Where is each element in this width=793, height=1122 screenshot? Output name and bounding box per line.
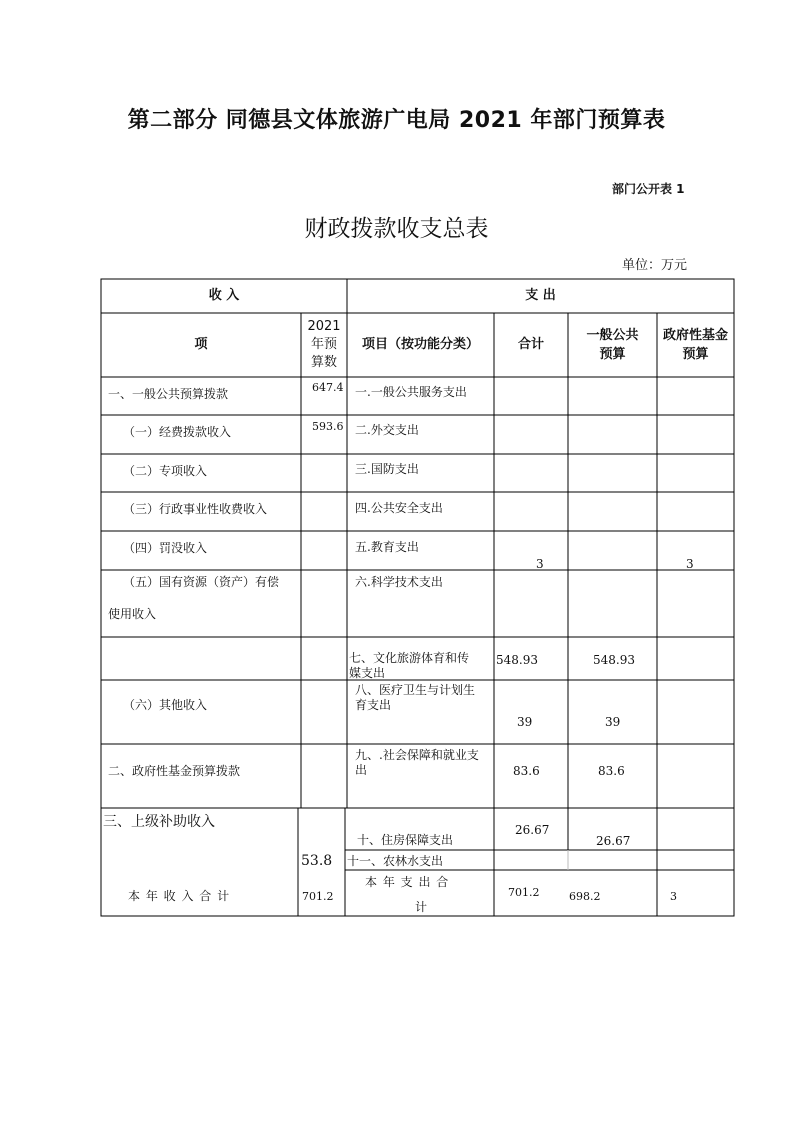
col-header-budget: 2021 年预 算数: [307, 319, 341, 370]
income-row-special: （二）专项收入: [123, 464, 208, 478]
col-header-total: 合计: [517, 337, 544, 352]
expense-value-housing-total: 26.67: [515, 823, 550, 837]
expense-row-education: 五.教育支出: [355, 540, 419, 554]
expense-row-social-security-cont: 出: [355, 763, 368, 777]
expense-value-housing-general: 26.67: [596, 834, 631, 848]
income-row-fines: （四）罚没收入: [123, 541, 208, 555]
expense-total-value: 701.2: [508, 886, 540, 899]
expense-value-social-general: 83.6: [598, 764, 625, 778]
expense-row-culture: 七、文化旅游体育和传: [349, 651, 470, 665]
expense-row-public-service: 一.一般公共服务支出: [355, 385, 467, 399]
expense-value-education-total: 3: [536, 557, 544, 571]
expense-row-housing: 十、住房保障支出: [357, 833, 454, 847]
unit-label: 单位：万元: [622, 258, 688, 273]
expense-value-health-total: 39: [517, 715, 533, 729]
expense-row-culture-cont: 媒支出: [349, 666, 386, 680]
col-header-general: 一般公共 预算: [586, 328, 639, 362]
expense-value-health-general: 39: [605, 715, 621, 729]
col-header-category: 项目（按功能分类）: [361, 337, 479, 352]
expense-row-social-security: 九、.社会保障和就业支: [355, 748, 479, 762]
expense-row-health-cont: 育支出: [355, 698, 392, 712]
income-value-funding: 593.6: [312, 420, 344, 433]
expense-row-foreign-affairs: 二.外交支出: [355, 423, 419, 437]
expense-header: 支 出: [525, 288, 556, 303]
expense-value-culture-total: 548.93: [496, 653, 538, 667]
expense-total-label: 本 年 支 出 合: [365, 875, 450, 889]
expense-total-general: 698.2: [569, 890, 601, 903]
expense-value-social-total: 83.6: [513, 764, 540, 778]
income-row-admin-fees: （三）行政事业性收费收入: [123, 502, 268, 516]
page-title: 第二部分 同德县文体旅游广电局 2021 年部门预算表: [127, 108, 666, 133]
income-total-value: 701.2: [302, 890, 334, 903]
expense-value-education-fund: 3: [686, 557, 694, 571]
expense-row-defense: 三.国防支出: [355, 462, 419, 476]
income-header: 收 入: [208, 288, 240, 303]
table-title: 财政拨款收支总表: [304, 216, 489, 242]
income-row-upper-subsidy: 三、上级补助收入: [103, 814, 215, 830]
expense-row-science: 六.科学技术支出: [355, 575, 443, 589]
form-number: 部门公开表 1: [612, 182, 685, 196]
income-row-funding: （一）经费拨款收入: [123, 425, 232, 439]
col-header-item: 项: [194, 337, 208, 352]
income-row-state-assets-cont: 使用收入: [108, 607, 157, 621]
income-value-upper-subsidy: 53.8: [301, 853, 333, 869]
expense-row-health: 八、医疗卫生与计划生: [355, 683, 476, 697]
income-value-general-budget: 647.4: [312, 381, 344, 394]
income-row-state-assets: （五）国有资源（资产）有偿: [123, 575, 280, 589]
expense-row-agriculture: 十一、农林水支出: [347, 854, 444, 868]
income-row-other: （六）其他收入: [123, 698, 208, 712]
expense-value-culture-general: 548.93: [593, 653, 635, 667]
expense-row-public-security: 四.公共安全支出: [355, 501, 443, 515]
income-row-gov-fund: 二、政府性基金预算拨款: [108, 764, 241, 778]
income-total-label: 本 年 收 入 合 计: [128, 889, 231, 903]
expense-total-fund: 3: [670, 890, 677, 903]
expense-total-label-cont: 计: [415, 900, 428, 914]
income-row-general-budget: 一、一般公共预算拨款: [108, 387, 229, 401]
col-header-fund: 政府性基金 预算: [662, 328, 728, 362]
